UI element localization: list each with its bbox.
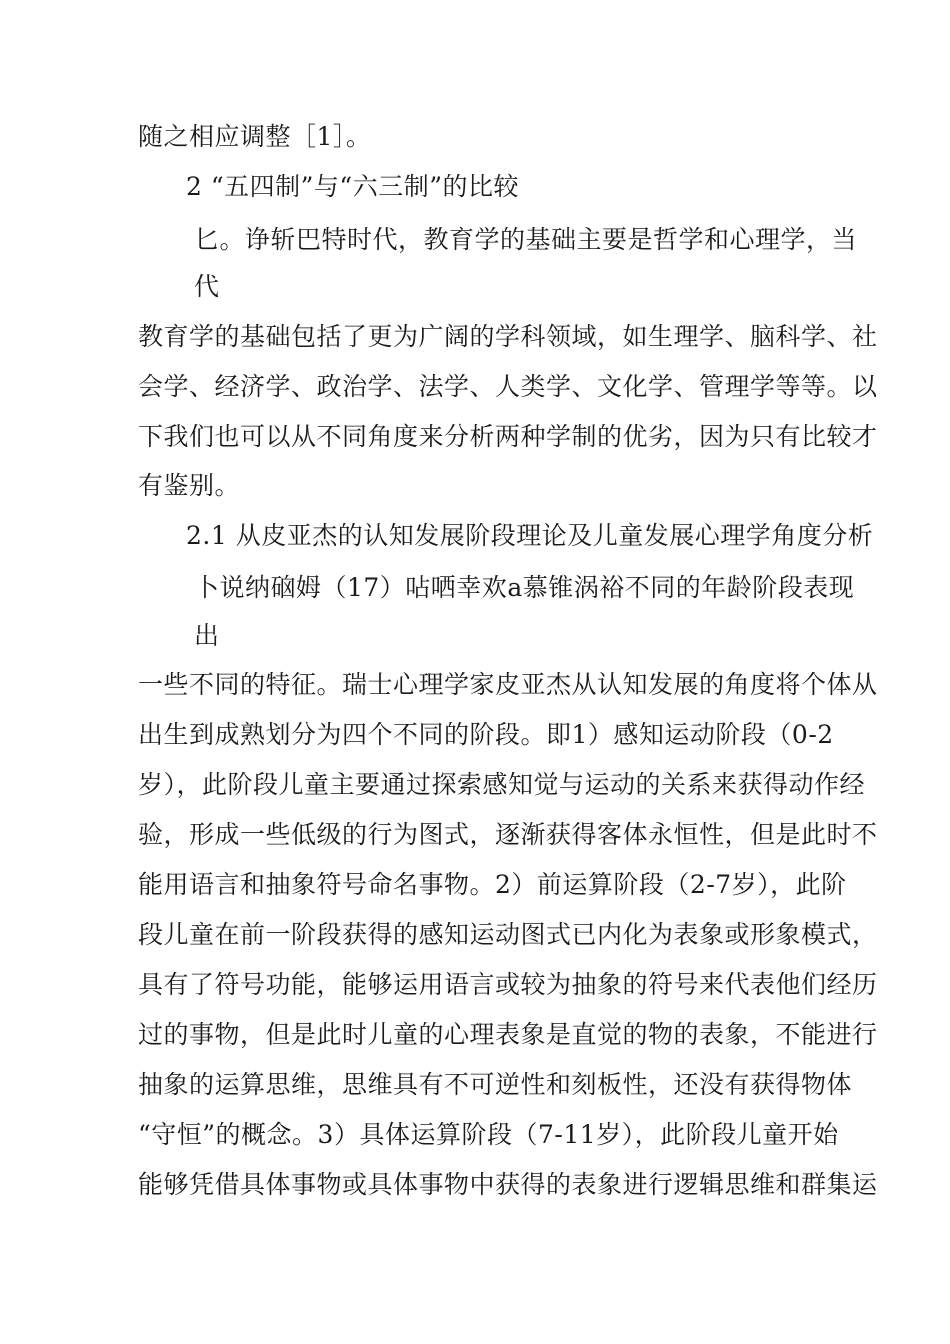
subsection-heading: 2.1 从皮亚杰的认知发展阶段理论及儿童发展心理学角度分析 <box>186 521 874 550</box>
text-line: 卜说纳硇姆（17）呫哂幸欢a慕锥涡裕不同的年龄阶段表现 <box>194 573 855 602</box>
text-line: 会学、经济学、政治学、法学、人类学、文化学、管理学等等。以 <box>138 372 878 401</box>
text-line: 段儿童在前一阶段获得的感知运动图式已内化为表象或形象模式， <box>138 920 878 949</box>
section-heading: 2 “五四制”与“六三制”的比较 <box>186 172 519 201</box>
text-line: 岁），此阶段儿童主要通过探索感知觉与运动的关系来获得动作经 <box>138 770 866 799</box>
text-line: 能用语言和抽象符号命名事物。2）前运算阶段（2-7岁），此阶 <box>138 870 847 899</box>
text-line: 抽象的运算思维，思维具有不可逆性和刻板性，还没有获得物体 <box>138 1070 853 1099</box>
text-line: 能够凭借具体事物或具体事物中获得的表象进行逻辑思维和群集运 <box>138 1170 878 1199</box>
text-line: 一些不同的特征。瑞士心理学家皮亚杰从认知发展的角度将个体从 <box>138 670 878 699</box>
text-line: 教育学的基础包括了更为广阔的学科领域，如生理学、脑科学、社 <box>138 322 878 351</box>
text-line: 出 <box>194 621 220 650</box>
text-line: 有鉴别。 <box>138 471 241 500</box>
text-line: 验，形成一些低级的行为图式，逐渐获得客体永恒性，但是此时不 <box>138 820 878 849</box>
text-line: “守恒”的概念。3）具体运算阶段（7-11岁），此阶段儿童开始 <box>138 1120 839 1149</box>
text-line: 随之相应调整［1］。 <box>138 122 372 151</box>
text-line: 代 <box>194 272 220 301</box>
text-line: 具有了符号功能，能够运用语言或较为抽象的符号来代表他们经历 <box>138 970 878 999</box>
text-line: 过的事物，但是此时儿童的心理表象是直觉的物的表象，不能进行 <box>138 1020 878 1049</box>
text-line: 匕。诤斩巴特时代，教育学的基础主要是哲学和心理学，当 <box>194 225 858 254</box>
text-line: 下我们也可以从不同角度来分析两种学制的优劣，因为只有比较才 <box>138 422 878 451</box>
text-line: 出生到成熟划分为四个不同的阶段。即1）感知运动阶段（0-2 <box>138 720 834 749</box>
